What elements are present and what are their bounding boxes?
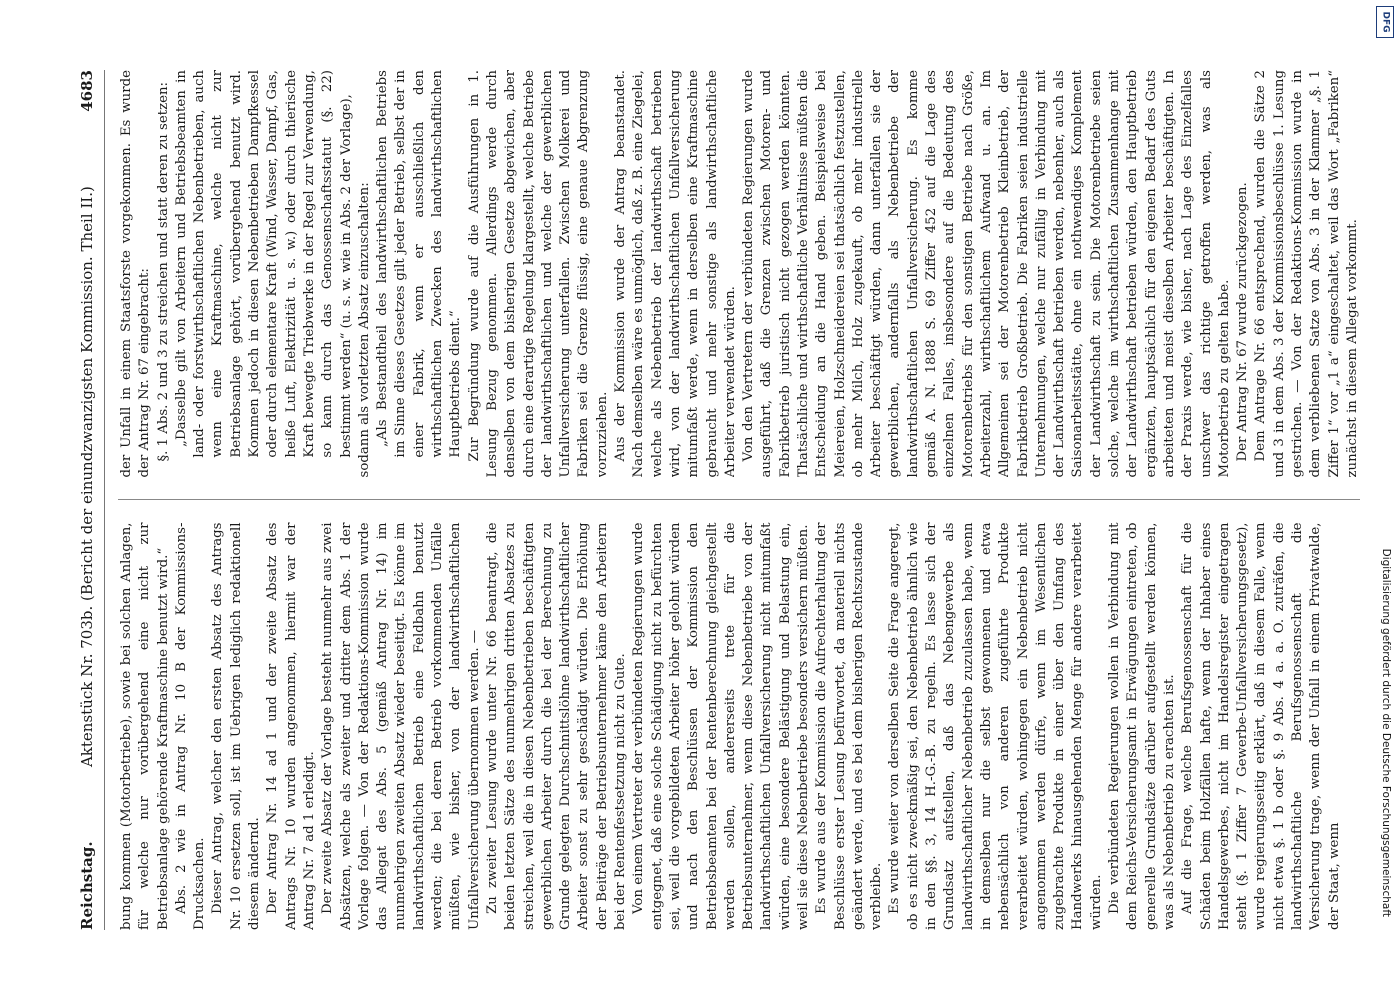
paragraph: Auf die Frage, welche Berufsgenossenschaft für die Schäden beim Holzfällen hafte, wenn der Inhaber eines Handelsgewerbes, nicht im Handelsregister eingetragen steht (§. 1 Ziffer 7 Gewerbe-Unfallversicherungsgesetz), wurde regierungsseitig erklärt, daß in diesem Falle, wenn nicht etwa §. 1 b oder §. 9 Abs. 4 a. a. O. zuträfen, die landwirthschaftliche Berufsgenossenschaft die Versicherung trage, wenn der Unfall in einem Privatwalde, der Staat, wenn: [1180, 522, 1342, 930]
paragraph: Aus der Kommission wurde der Antrag beanstandet. Nach demselben wäre es unmöglich, daß z. B. eine Ziegelei, welche als Nebenbetrieb der landwirthschaft betrieben wird, von der landwirthschaftlichen Unfallversicherung mitumfaßt werde, wenn in derselben eine Kraftmaschine gebraucht und mehr sonstige als landwirthschaftliche Arbeiter verwendet würden.: [613, 70, 738, 478]
paragraph: Zu zweiter Lesung wurde unter Nr. 66 beantragt, die beiden letzten Sätze des nunmehrigen dritten Absatzes zu streichen, weil die in diesen Nebenbetrieben beschäftigten gewerblichen Arbeiter durch die bei der Berechnung zu Grunde gelegten Durchschnittslöhne landwirthschaftlicher Arbeiter sonst zu sehr geschädigt würden. Die Erhöhung der Beiträge der Betriebsunternehmer käme den Arbeitern bei der Rentenfestsetzung nicht zu Gute.: [484, 522, 629, 930]
page-header: [70, 70, 105, 930]
text-columns: [118, 70, 1360, 930]
paragraph: bung kommen (Motorbetriebe), sowie bei solchen Anlagen, für welche nur vorübergehend eine nicht zur Betriebsanlage gehörende Kraftmaschine benutzt wird.“: [119, 522, 171, 930]
header-left: Reichstag.: [78, 841, 96, 930]
paragraph: Von einem Vertreter der verbündeten Regierungen wurde entgegnet, daß eine solche Schädigung nicht zu befürchten sei, weil die vorgebildeten Arbeiter höher gelohnt würden und nach den Beschlüssen der Kommission den Betriebsbeamten bei der Rentenberechnung gleichgestellt werden sollen, andererseits trete für die Betriebsunternehmer, wenn diese Nebenbetriebe von der landwirthschaftlichen Unfallversicherung nicht mitumfaßt würden, eine besondere Belästigung und Belastung ein, weil sie diese Nebenbetriebe besonders versichern müßten.: [631, 522, 811, 930]
paragraph: Die verbündeten Regierungen wollen in Verbindung mit dem Reichs-Versicherungsamt in Erwägungen eintreten, ob generelle Grundsätze darüber aufgestellt werden können, was als Nebenbetrieb zu erachten ist.: [1107, 522, 1177, 930]
scanned-page-area: [70, 70, 1360, 930]
paragraph: der Unfall in einem Staatsforste vorgekommen. Es wurde der Antrag Nr. 67 eingebracht:: [119, 70, 153, 478]
column-divider: [118, 500, 1360, 501]
column-left: [118, 523, 1360, 931]
digitization-credit-strip: [1375, 0, 1397, 1000]
column-right: [118, 70, 1360, 478]
page-number: 4683: [78, 70, 96, 112]
paragraph: Abs. 2 wie in Antrag Nr. 10 B der Kommissions-Drucksachen.: [173, 522, 208, 930]
paragraph: Dieser Antrag, welcher den ersten Absatz des Antrags Nr. 10 ersetzen soll, ist im Uebrigen lediglich redaktionell diesem ändernd.: [210, 522, 263, 930]
digitization-credit: Digitalisierung gefördert durch die Deutsche Forschungsgemeinschaft: [1380, 548, 1392, 917]
paragraph: „Als Bestandtheil des landwirthschaftlichen Betriebs im Sinne dieses Gesetzes gilt jeder Betrieb, selbst der in einer Fabrik, wenn er ausschließlich den wirthschaftlichen Zwecken des landwirthschaftlichen Hauptbetriebs dient.“: [375, 70, 464, 458]
paragraph: Es wurde weiter von derselben Seite die Frage angeregt, ob es nicht zweckmäßig sei, den Nebenbetrieb ähnlich wie in den §§. 3, 14 H.-G.-B. zu regeln. Es lasse sich der Grundsatz aufstellen, daß das Nebengewerbe als landwirthschaftlicher Nebenbetrieb zuzulassen habe, wenn in demselben nur die selbst gewonnenen und etwa nebensächlich von anderen zugeführte Produkte verarbeitet würden, wohingegen ein Nebenbetrieb nicht angenommen werden dürfe, wenn im Wesentlichen zugebrachte Produkte in einer über den Umfang des Handwerks hinausgehenden Menge für andere verarbeitet würden.: [887, 522, 1104, 930]
document-page: [70, 70, 1360, 930]
paragraph: Zur Begründung wurde auf die Ausführungen in 1. Lesung Bezug genommen. Allerdings werde durch denselben von dem bisherigen Gesetze abgewichen, aber durch eine derartige Regelung klargestellt, welche Betriebe der landwirthschaftlichen und welche der gewerblichen Unfallversicherung unterfallen. Zwischen Molkerei und Fabriken sei die Grenze flüssig, eine genaue Abgrenzung vorzuziehen.: [466, 70, 610, 478]
paragraph: Der Antrag Nr. 67 wurde zurückgezogen.: [1235, 182, 1251, 462]
paragraph: Von den Vertretern der verbündeten Regierungen wurde ausgeführt, daß die Grenzen zwischen Motoren- und Fabrikbetrieb juristisch nicht gezogen werden könnten. Thatsächliche und wirthschaftliche Verhältnisse müßten die Entscheidung an die Hand geben. Beispielsweise bei Meiereien, Holzschneidereien sei thatsächlich festzustellen, ob mehr Milch, Holz zugekauft, ob mehr industrielle Arbeiter beschäftigt würden, dann unterfallen sie der gewerblichen, andernfalls als Nebenbetriebe der landwirthschaftlichen Unfallversicherung. Es komme gemäß A. N. 1888 S. 69 Ziffer 452 auf die Lage des einzelnen Falles, insbesondere auf die Bedeutung des Motorenbetriebs für den sonstigen Betriebe nach Größe, Arbeiterzahl, wirthschaftlichem Aufwand u. an. Im Allgemeinen sei der Motorenbetrieb Kleinbetrieb, der Fabrikbetrieb Großbetrieb. Die Fabriken seien industrielle Unternehmungen, welche nur zufällig in Verbindung mit der Landwirthschaft betrieben werden, nebenher, auch als Saisonarbeitsstätte, ohne ein nothwendiges Komplement der Landwirthschaft zu sein. Die Motorenbetriebe seien solche, welche im wirthschaftlichen Zusammenhange mit der Landwirthschaft betrieben würden, den Hauptbetrieb ergänzten, hauptsächlich für den eigenen Bedarf des Guts arbeiteten und meist dieselben Arbeiter beschäftigten. In der Praxis werde, wie bisher, nach Lage des Einzelfalles unschwer das richtige getroffen werden, was als Motorbetrieb zu gelten habe.: [741, 70, 1232, 478]
paragraph: sodann als vorletzten Absatz einzuschalten:: [356, 182, 372, 478]
paragraph: Es wurde aus der Kommission die Aufrechterhaltung der Beschlüsse erster Lesung befürwortet, da materiell nichts geändert werde, und es bei dem bisherigen Rechtszustande verbleibe.: [814, 522, 885, 930]
paragraph: Der Antrag Nr. 14 ad 1 und der zweite Absatz des Antrags Nr. 10 wurden angenommen, hiermit war der Antrag Nr. 7 ad 1 erledigt.: [265, 522, 317, 930]
paragraph: „Dasselbe gilt von Arbeitern und Betriebsbeamten in land- oder forstwirthschaftlichen Nebenbetrieben, auch wenn eine Kraftmaschine, welche nicht zur Betriebsanlage gehört, vorübergehend benutzt wird. Kommen jedoch in diesen Nebenbetrieben Dampfkessel oder durch elementare Kraft (Wind, Wasser, Dampf, Gas, heiße Luft, Elektrizität u. s. w.) oder durch thierische Kraft bewegte Triebwerke in der Regel zur Verwendung, so kann durch das Genossenschaftsstatut (§. 22) bestimmt werden“ (u. s. w. wie in Abs. 2 der Vorlage),: [173, 70, 354, 458]
dfg-logo-text: DFG: [1380, 11, 1391, 33]
paragraph: Dem Antrage Nr. 66 entsprechend, wurden die Sätze 2 und 3 in dem Abs. 3 der Kommissionsbeschlüsse 1. Lesung gestrichen. — Von der Redaktions-Kommission wurde in dem verbliebenen Satze von Abs. 3 in der Klammer „§. 1 Ziffer 1“ vor „1 a“ eingeschaltet, weil das Wort „Fabriken“ zunächst in diesem Allegat vorkommt.: [1253, 70, 1360, 478]
paragraph: §. 1 Abs. 2 und 3 zu streichen und statt deren zu setzen:: [155, 81, 171, 462]
header-title: Aktenstück Nr. 703b. (Bericht der einundzwanzigsten Kommission. Theil II.): [78, 186, 96, 768]
paragraph: Der zweite Absatz der Vorlage besteht nunmehr aus zwei Absätzen, welche als zweiter und dritter dem Abs. 1 der Vorlage folgen. — Von der Redaktions-Kommission wurde das Allegat des Abs. 5 (gemäß Antrag Nr. 14) im nunmehrigen zweiten Absatz wieder beseitigt. Es könne im landwirthschaftlichen Betrieb eine Feldbahn benutzt werden; die bei deren Betrieb vorkommenden Unfälle müßten, wie bisher, von der landwirthschaftlichen Unfallversicherung übernommen werden. —: [320, 522, 482, 930]
